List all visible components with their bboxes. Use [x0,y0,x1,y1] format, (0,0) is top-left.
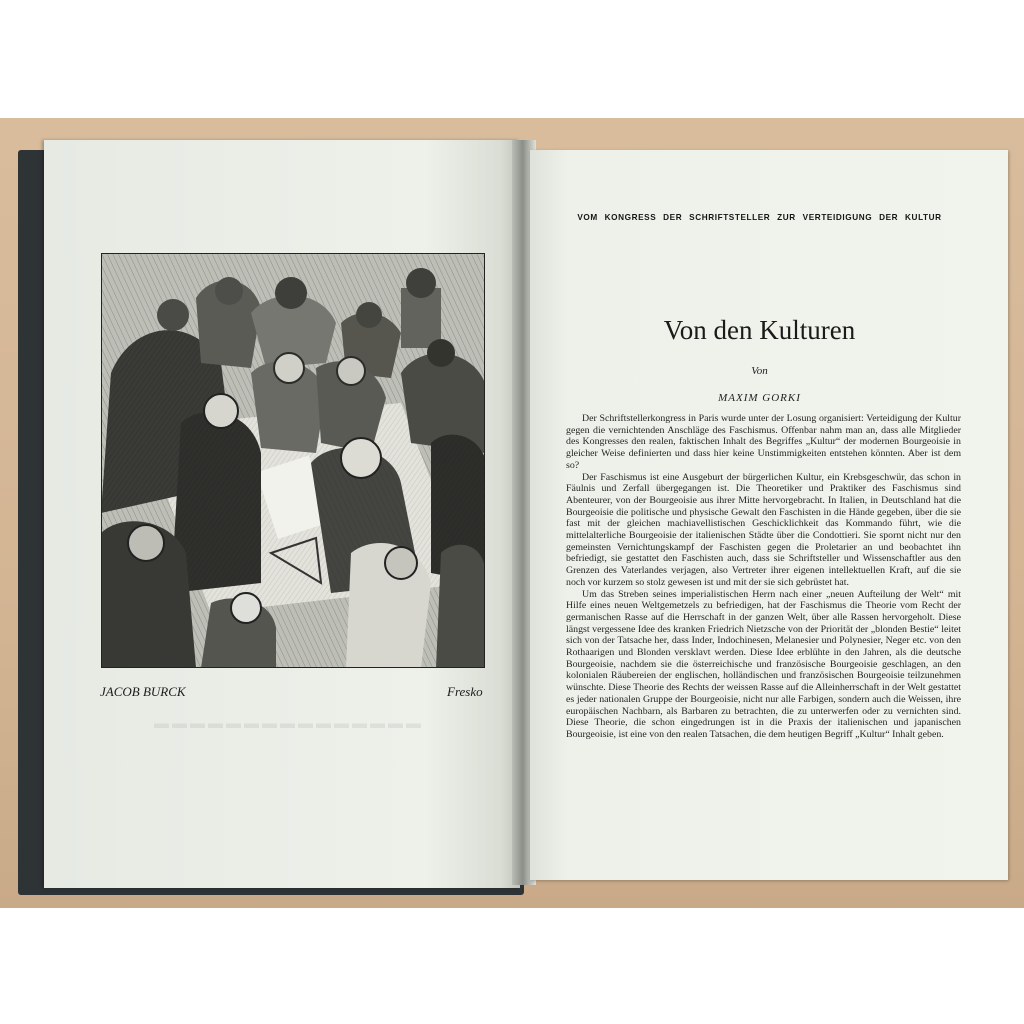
article-author: MAXIM GORKI [718,392,801,404]
byline-prefix: Von [751,365,768,377]
article-body [566,413,961,833]
body-paragraph: Der Schriftstellerkongress in Paris wurde unter der Losung organisiert: Verteidigung der Kultur gegen die vernichtenden Anschläge des Faschismus. Offenbar nahm man an, dass alle Mitglieder des Kongresses den realen, faktischen Inhalt des Begriffes „Kultur“ der modernen Bourgeoisie in gleicher Weise definierten und dass hier keine Unstimmigkeiten entstehen könnten. Aber ist dem so? [566,413,961,471]
illustration-artist-caption: JACOB BURCK [100,684,186,699]
fresco-illustration [101,253,485,668]
article-title: Von den Kulturen [663,315,856,345]
body-paragraph: Der Faschismus ist eine Ausgeburt der bürgerlichen Kultur, ein Krebsgeschwür, das schon in Fäulnis und Zerfall übergegangen ist. Die Theoretiker und Praktiker des Faschismus sind Abenteurer, von der Bourgeoisie aus ihrer Mitte hervorgebracht. In Italien, in Deutschland hat die Bourgeoisie die politische und physische Gewalt den Faschisten in die Hände gegeben, über die sie fast mit der gleichen machiavellistischen Geschicklichkeit das Kommando führt, wie die mittelalterliche Bourgeoisie der italienischen Städte über die Condottieri. Sie spornt nicht nur den gemeinsten Vernichtungskampf der Faschisten gegen die Proletarier an und beobachtet ihn befriedigt, sie gestattet den Faschisten auch, dass sie Schriftsteller und Wissenschaftler aus den Grenzen des Vaterlandes verjagen, also Vertreter ihrer eigenen intellektuellen Kraft, auf die sie noch vor kurzem so stolz gewesen ist und mit der sie sich gebrüstet hat. [566,471,961,588]
body-paragraph: Um das Streben seines imperialistischen Herrn nach einer „neuen Aufteilung der Welt“ mit Hilfe eines neuen Weltgemetzels zu befriedigen, hat der Faschismus die Theorie vom Recht der germanischen Rasse auf die Herrschaft in der ganzen Welt, über alle Rassen hervorgeholt. Diese längst vergessene Idee des kranken Friedrich Nietzsche von der Priorität der „blonden Bestie“ leitet sich von der Tatsache her, dass Inder, Indochinesen, Melanesier und Polynesier, Neger etc. von den Rothaarigen und Blonden versklavt werden. Diese Idee erblühte in den Jahren, als die deutsche Bourgeoisie, nachdem sie die österreichische und französische Bourgeoisie geschlagen, an den kolonialen Räubereien der englischen, holländischen und französischen Bourgeoisie teilzunehmen wünschte. Diese Theorie des Rechts der weissen Rasse auf die Alleinherrschaft in der Welt gestattet es jeder nationalen Gruppe der Bourgeoisie, nicht nur alle Farbigen, sondern auch die Weissen, ihre europäischen Nachbarn, als Barbaren zu betrachten, die zu unterwerfen oder zu vernichten sind. Diese Theorie, die schon eingedrungen ist in die Praxis der italienischen und japanischen Bourgeoisie, ist eine von den realen Tatsachen, die dem heutigen Begriff „Kultur“ Inhalt geben. [566,588,961,740]
running-head: VOM KONGRESS DER SCHRIFTSTELLER ZUR VERTEIDIGUNG DER KULTUR [577,213,942,222]
fresco-engraving [101,253,485,668]
illustration-medium-caption: Fresko [447,684,483,699]
bleed-through-text: ▬▬▬▬▬▬▬▬▬▬▬▬▬▬▬ [154,715,424,732]
